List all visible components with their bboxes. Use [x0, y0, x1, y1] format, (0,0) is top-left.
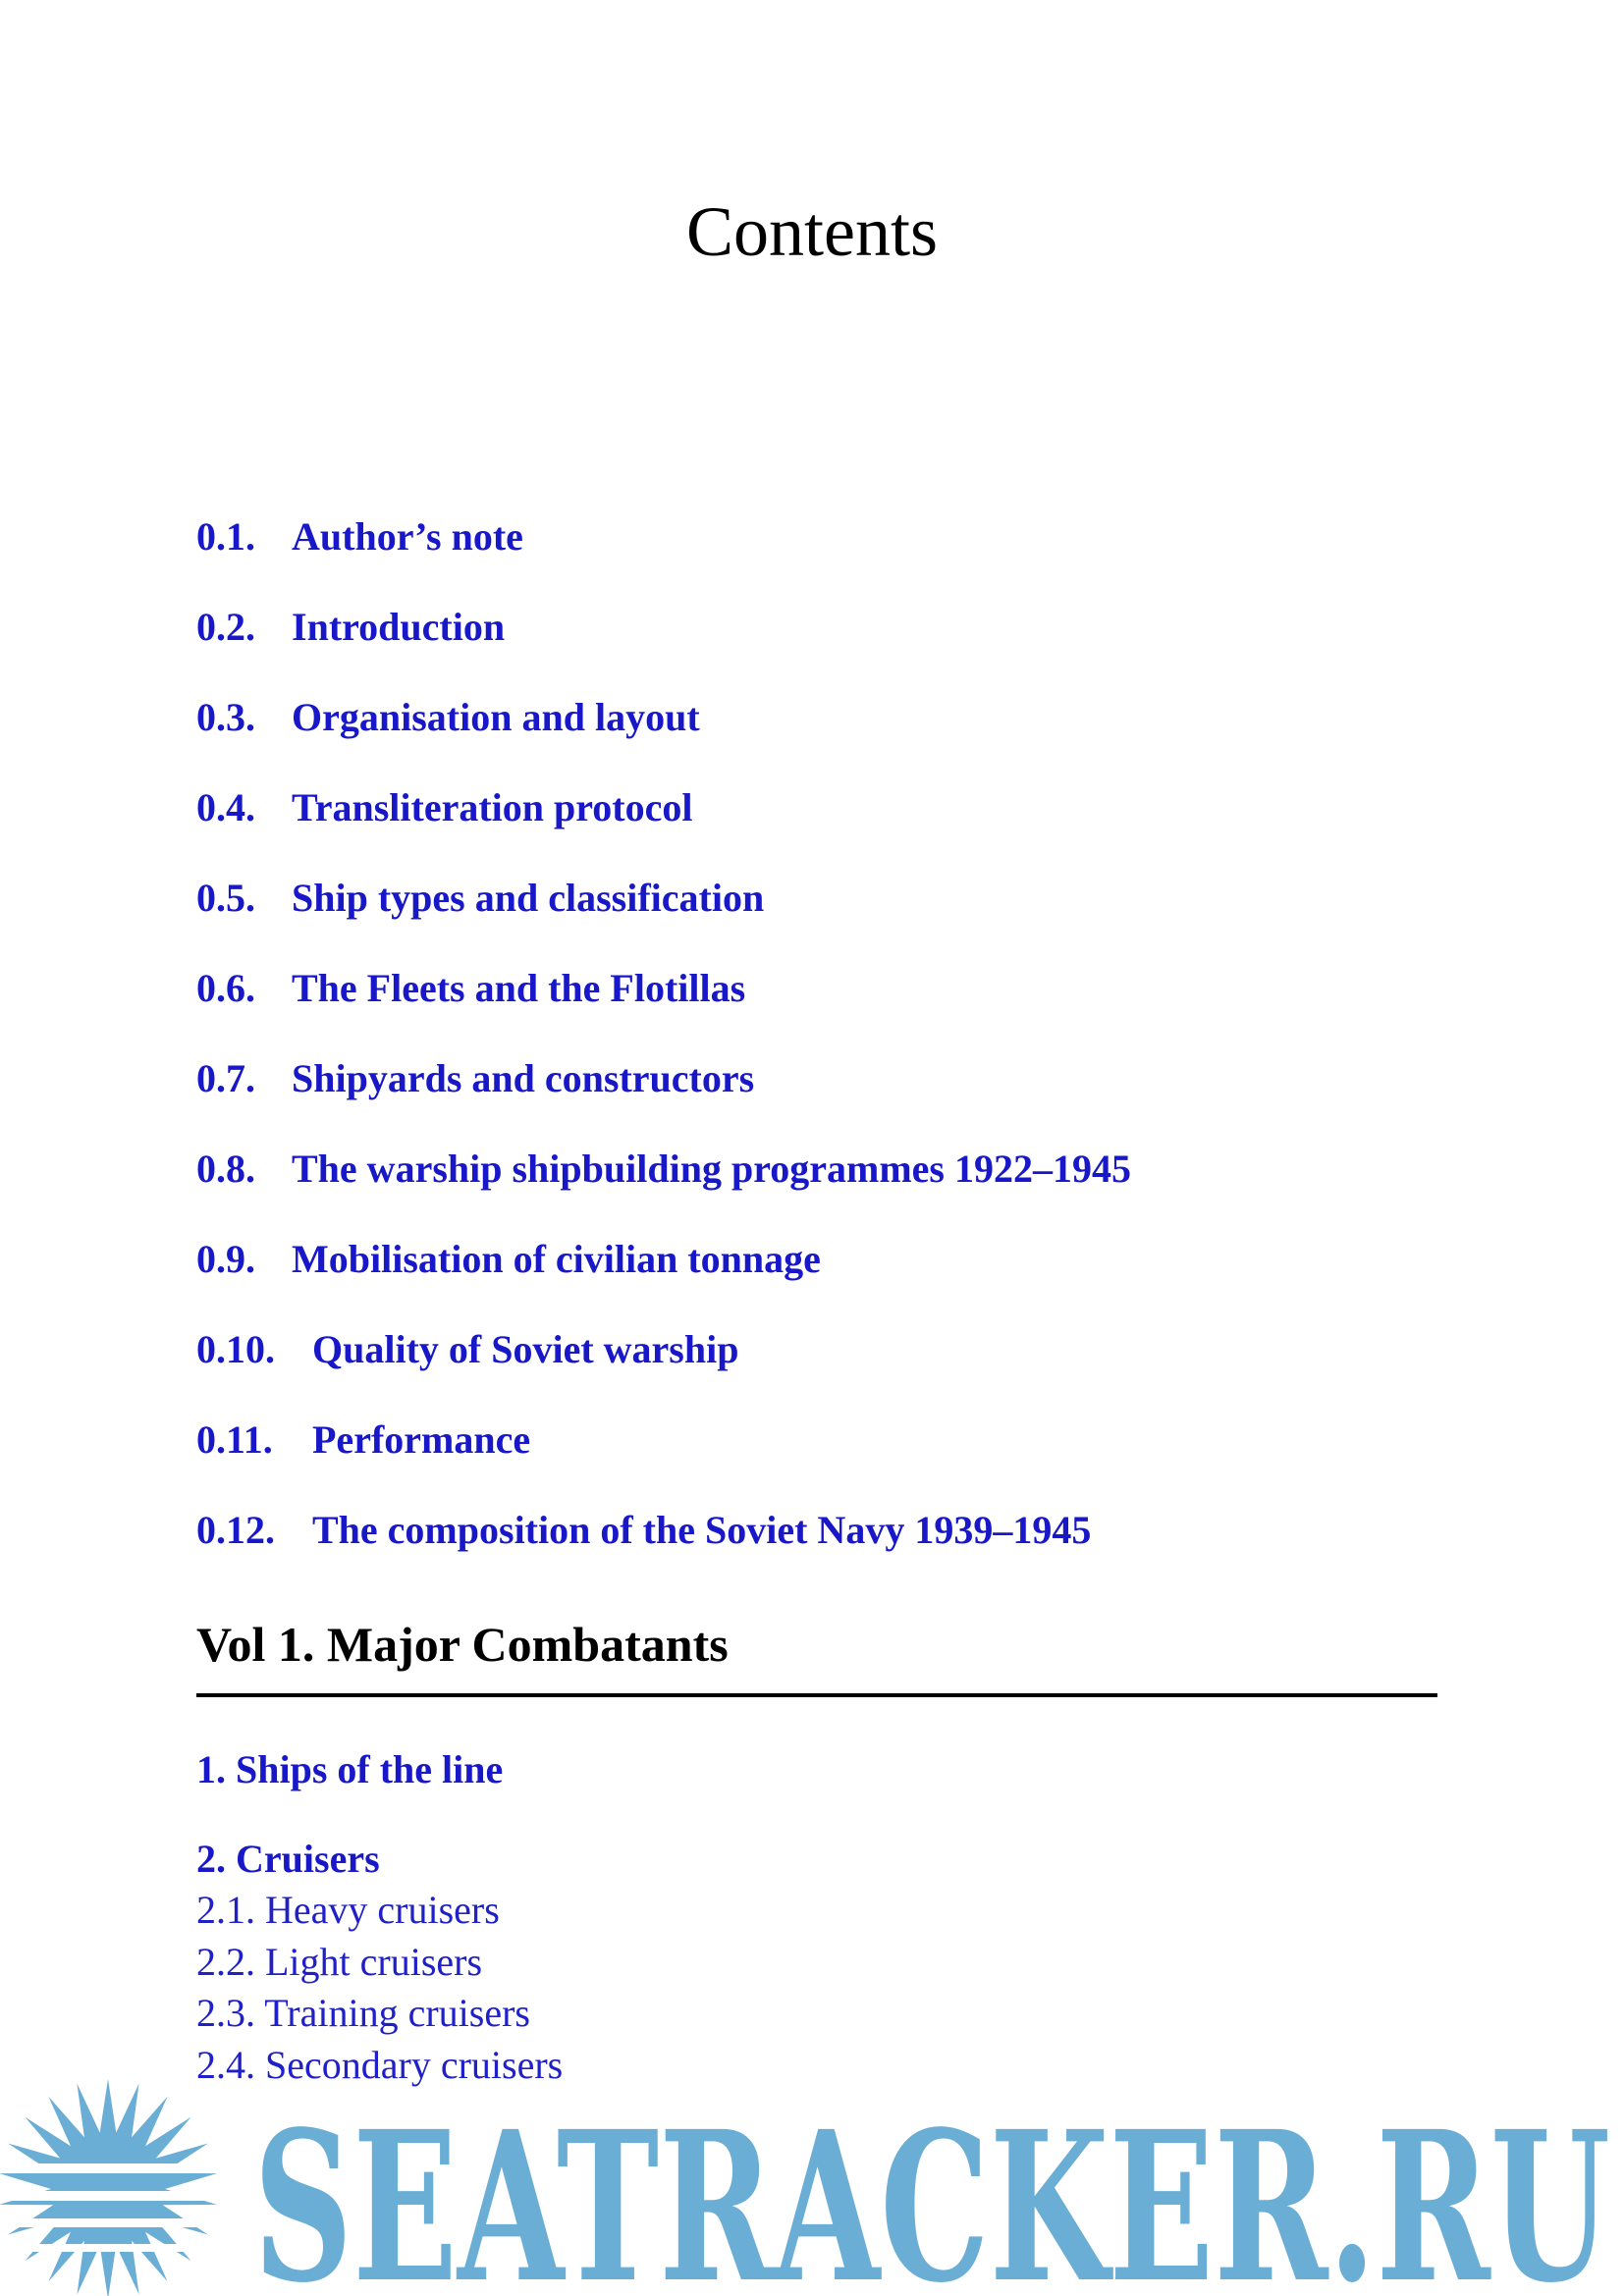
toc-item-number: 0.9.: [196, 1237, 255, 1281]
toc-item-number: 0.6.: [196, 966, 255, 1010]
toc-item-quality[interactable]: [196, 1328, 1473, 1418]
volume-heading: Vol 1. Major Combatants: [196, 1617, 729, 1672]
toc-item-label: Mobilisation of civilian tonnage: [292, 1237, 821, 1281]
toc-item-label: Ship types and classification: [292, 876, 765, 920]
toc-item-organisation[interactable]: [196, 696, 1473, 786]
toc-item-number: 0.7.: [196, 1056, 255, 1100]
toc-item-number: 0.8.: [196, 1147, 255, 1191]
subsection-heavy-cruisers[interactable]: 2.1. Heavy cruisers: [196, 1888, 500, 1932]
toc-item-label: Quality of Soviet warship: [312, 1327, 739, 1371]
toc-item-number: 0.5.: [196, 876, 255, 920]
section-ships-of-the-line[interactable]: 1. Ships of the line: [196, 1747, 504, 1791]
toc-item-number: 0.1.: [196, 514, 255, 559]
toc-item-composition[interactable]: [196, 1509, 1473, 1599]
toc-item-performance[interactable]: [196, 1418, 1473, 1509]
section-cruisers[interactable]: 2. Cruisers: [196, 1837, 380, 1881]
subsection-training-cruisers[interactable]: 2.3. Training cruisers: [196, 1991, 530, 2035]
toc-item-ship-types[interactable]: [196, 877, 1473, 967]
subsection-secondary-cruisers[interactable]: 2.4. Secondary cruisers: [196, 2043, 564, 2087]
page-title: Contents: [685, 192, 938, 271]
volume-divider: [196, 1693, 1437, 1697]
toc-item-label: The Fleets and the Flotillas: [292, 966, 746, 1010]
toc-item-programmes[interactable]: [196, 1148, 1473, 1238]
toc-item-fleets[interactable]: [196, 967, 1473, 1057]
toc-item-authors-note[interactable]: [196, 515, 1473, 606]
toc-item-mobilisation[interactable]: [196, 1238, 1473, 1328]
toc-item-label: The warship shipbuilding programmes 1922–1945: [292, 1147, 1131, 1191]
toc-list: [196, 515, 1473, 1599]
toc-item-label: Introduction: [292, 605, 506, 649]
watermark: [0, 2061, 1624, 2296]
toc-item-label: Author’s note: [292, 514, 523, 559]
toc-item-label: Transliteration protocol: [292, 785, 693, 829]
toc-item-label: Organisation and layout: [292, 695, 700, 739]
watermark-text: SEATRACKER.RU: [253, 2086, 1610, 2296]
toc-item-label: Performance: [312, 1417, 531, 1462]
toc-item-label: Shipyards and constructors: [292, 1056, 755, 1100]
toc-item-number: 0.12.: [196, 1508, 275, 1552]
toc-item-transliteration[interactable]: [196, 786, 1473, 877]
subsection-light-cruisers[interactable]: 2.2. Light cruisers: [196, 1940, 483, 1984]
toc-item-number: 0.3.: [196, 695, 255, 739]
toc-item-number: 0.10.: [196, 1327, 275, 1371]
toc-item-introduction[interactable]: [196, 606, 1473, 696]
toc-item-shipyards[interactable]: [196, 1057, 1473, 1148]
sun-icon: [0, 2079, 245, 2296]
toc-item-number: 0.11.: [196, 1417, 273, 1462]
toc-item-number: 0.2.: [196, 605, 255, 649]
toc-item-number: 0.4.: [196, 785, 255, 829]
toc-item-label: The composition of the Soviet Navy 1939–1945: [312, 1508, 1092, 1552]
